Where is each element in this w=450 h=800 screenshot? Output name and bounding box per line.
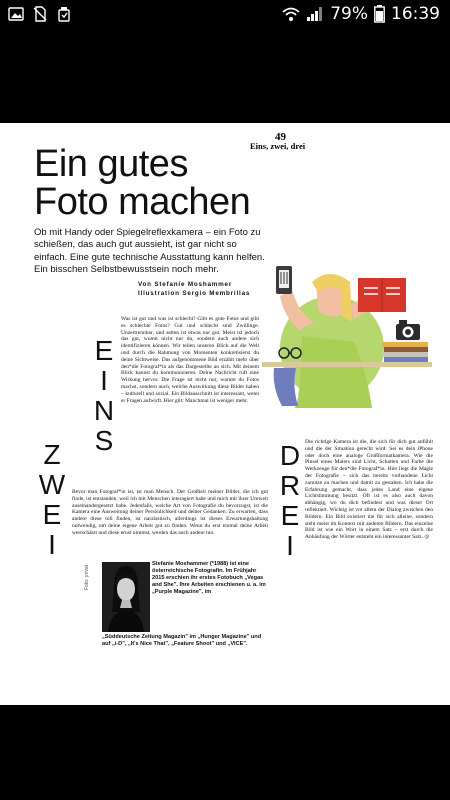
status-bar xyxy=(0,0,450,30)
wifi-icon xyxy=(282,6,300,22)
page-number: 49 xyxy=(275,131,286,143)
author-credit: Von Stefanie Moshammer xyxy=(138,281,233,288)
image-notification-icon xyxy=(8,6,24,22)
vertical-letter: Z xyxy=(43,439,61,470)
vertical-letter: R xyxy=(279,470,301,501)
photo-credit: Foto: privat xyxy=(84,564,90,590)
battery-icon xyxy=(374,5,385,23)
vertical-letter: E xyxy=(280,500,300,531)
vertical-letter: W xyxy=(38,469,66,500)
no-sim-icon xyxy=(32,6,48,22)
author-bio: Stefanie Moshammer (*1988) ist eine österreichische Fotografin. Im Frühjahr 2015 erschien ihr erstes Fotobuch „Vegas and She". Ihre Arbeiten erschienen u. a. im „Purple Magazine", im xyxy=(152,561,266,596)
author-portrait xyxy=(102,562,150,632)
author-bio-continued: „Süddeutsche Zeitung Magazin" im „Hunger Magazine" und auf „i-D", „It's Nice That", „Feature Shoot" und „VICE". xyxy=(102,634,262,648)
illustration-credit: Illustration Sergio Membrillas xyxy=(138,290,251,297)
signal-icon xyxy=(306,6,324,22)
notification-icons xyxy=(8,6,72,22)
headline xyxy=(34,145,250,221)
vertical-letter: E xyxy=(94,335,114,366)
section-title: Eins, zwei, drei xyxy=(250,141,306,151)
vertical-letter: S xyxy=(94,425,114,456)
magazine-page[interactable] xyxy=(0,123,450,705)
portrait-image xyxy=(102,562,150,632)
headline-line-2: Foto machen xyxy=(34,181,251,223)
vertical-letter: I xyxy=(48,529,56,560)
headline-line-1: Ein gutes xyxy=(34,143,188,185)
article-text-drei: Die richtige Kamera ist die, die sich für dich gut anfühlt und die der Situation gerecht wird. Sei es dein iPhone oder doch eine analoge Großformatkamera. Wie die Pinsel eines Malers sind Licht, Schatten und Farbe die Werkzeuge für den*die Fotograf*in. Hier liegt die Magie der Fotografie – sich das bereits vorhandene Licht zunutze zu machen und damit zu gestalten. Ich habe die Erfahrung gemacht, dass jedes Land eine eigene Lichtstimmung besitzt. Oft ist es also auch davon abhängig, wo du dich befindest und was dieser Ort reflektiert. Wichtig ist vor allem der Dialog zwischen den Bildern. Ein Bild existiert nie für sich alleine, sondern steht meist im Kontext mit anderen Bildern. Das einzelne Bild ist wie ein Wort in einem Satz – erst durch die Anhäufung der Wörter entsteht ein interessanter Satz. ◎ xyxy=(305,439,433,541)
battery-percent: 79% xyxy=(330,4,368,24)
byline xyxy=(138,280,250,298)
article-text-zwei: Bevor man Fotograf*in ist, ist man Mensch. Der Großteil meiner Bilder, die ich gut finde, ist entstanden, weil ich mit Menschen interagiert habe und mich mit ihrer Umwelt auseinandergesetzt habe. Jedenfalls, welche Art von Fotografie du bevorzugst, ist die Kamera eine Ausweitung deiner Persönlichkeit und deiner Gedanken. Zu erwarten, dass andere diese toll finden, ist narzisstisch, allerdings ist dieses Erwartungshaltung notwendig, um deine eigene Arbeit gut zu finden. Wenn du erst einmal deine Arbeit wertschätzt und diese ernst nimmst, werden das auch andere tun. xyxy=(72,489,268,536)
vertical-letter: E xyxy=(42,499,62,530)
illustration xyxy=(262,258,432,408)
vertical-letter: D xyxy=(279,440,301,471)
vertical-letter: I xyxy=(100,365,108,396)
lead-paragraph: Ob mit Handy oder Spiegelreflexkamera – ein Foto zu schießen, das auch gut aussieht, ist gar nicht so einfach. Eine gute technische Ausstattung kann helfen. Ein bisschen Selbstbewusstsein noch mehr. xyxy=(34,227,265,276)
app-notification-icon xyxy=(56,6,72,22)
clock: 16:39 xyxy=(391,4,440,24)
system-status xyxy=(282,4,440,24)
vertical-letter: I xyxy=(286,530,294,561)
vertical-letter: N xyxy=(93,395,115,426)
article-text-eins: Was ist gut und was ist schlecht? Gibt es gute Fotos und gibt es schlechte Fotos? Gut und schlecht sind Zwillinge. Unzertrennbar, und selten ist etwas nur gut. Meist ist jedoch das gut, womit nicht nur du, sondern auch andere sich identifizieren können. Wir teilen unseren Blick auf die Welt und durch die Rahmung von Momenten konkretisierst du deine Sichtweise. Das aufgenommene Bild erzählt mehr über den*die Fotograf*in als das Dargestellte an sich. Mit deinem Blick kannst du kommunizieren. Deine Nachricht ruft eine Wirkung hervor. Die Frage ist nicht nur, warum du Fotos machst, sondern auch, welche Auswirkung diese Bilder haben – kulturell und sozial. Ein Bildausschnitt ist interessant, wenn er Fragen aufwirft. Hier gilt: Manchmal ist weniger mehr. xyxy=(121,316,259,404)
